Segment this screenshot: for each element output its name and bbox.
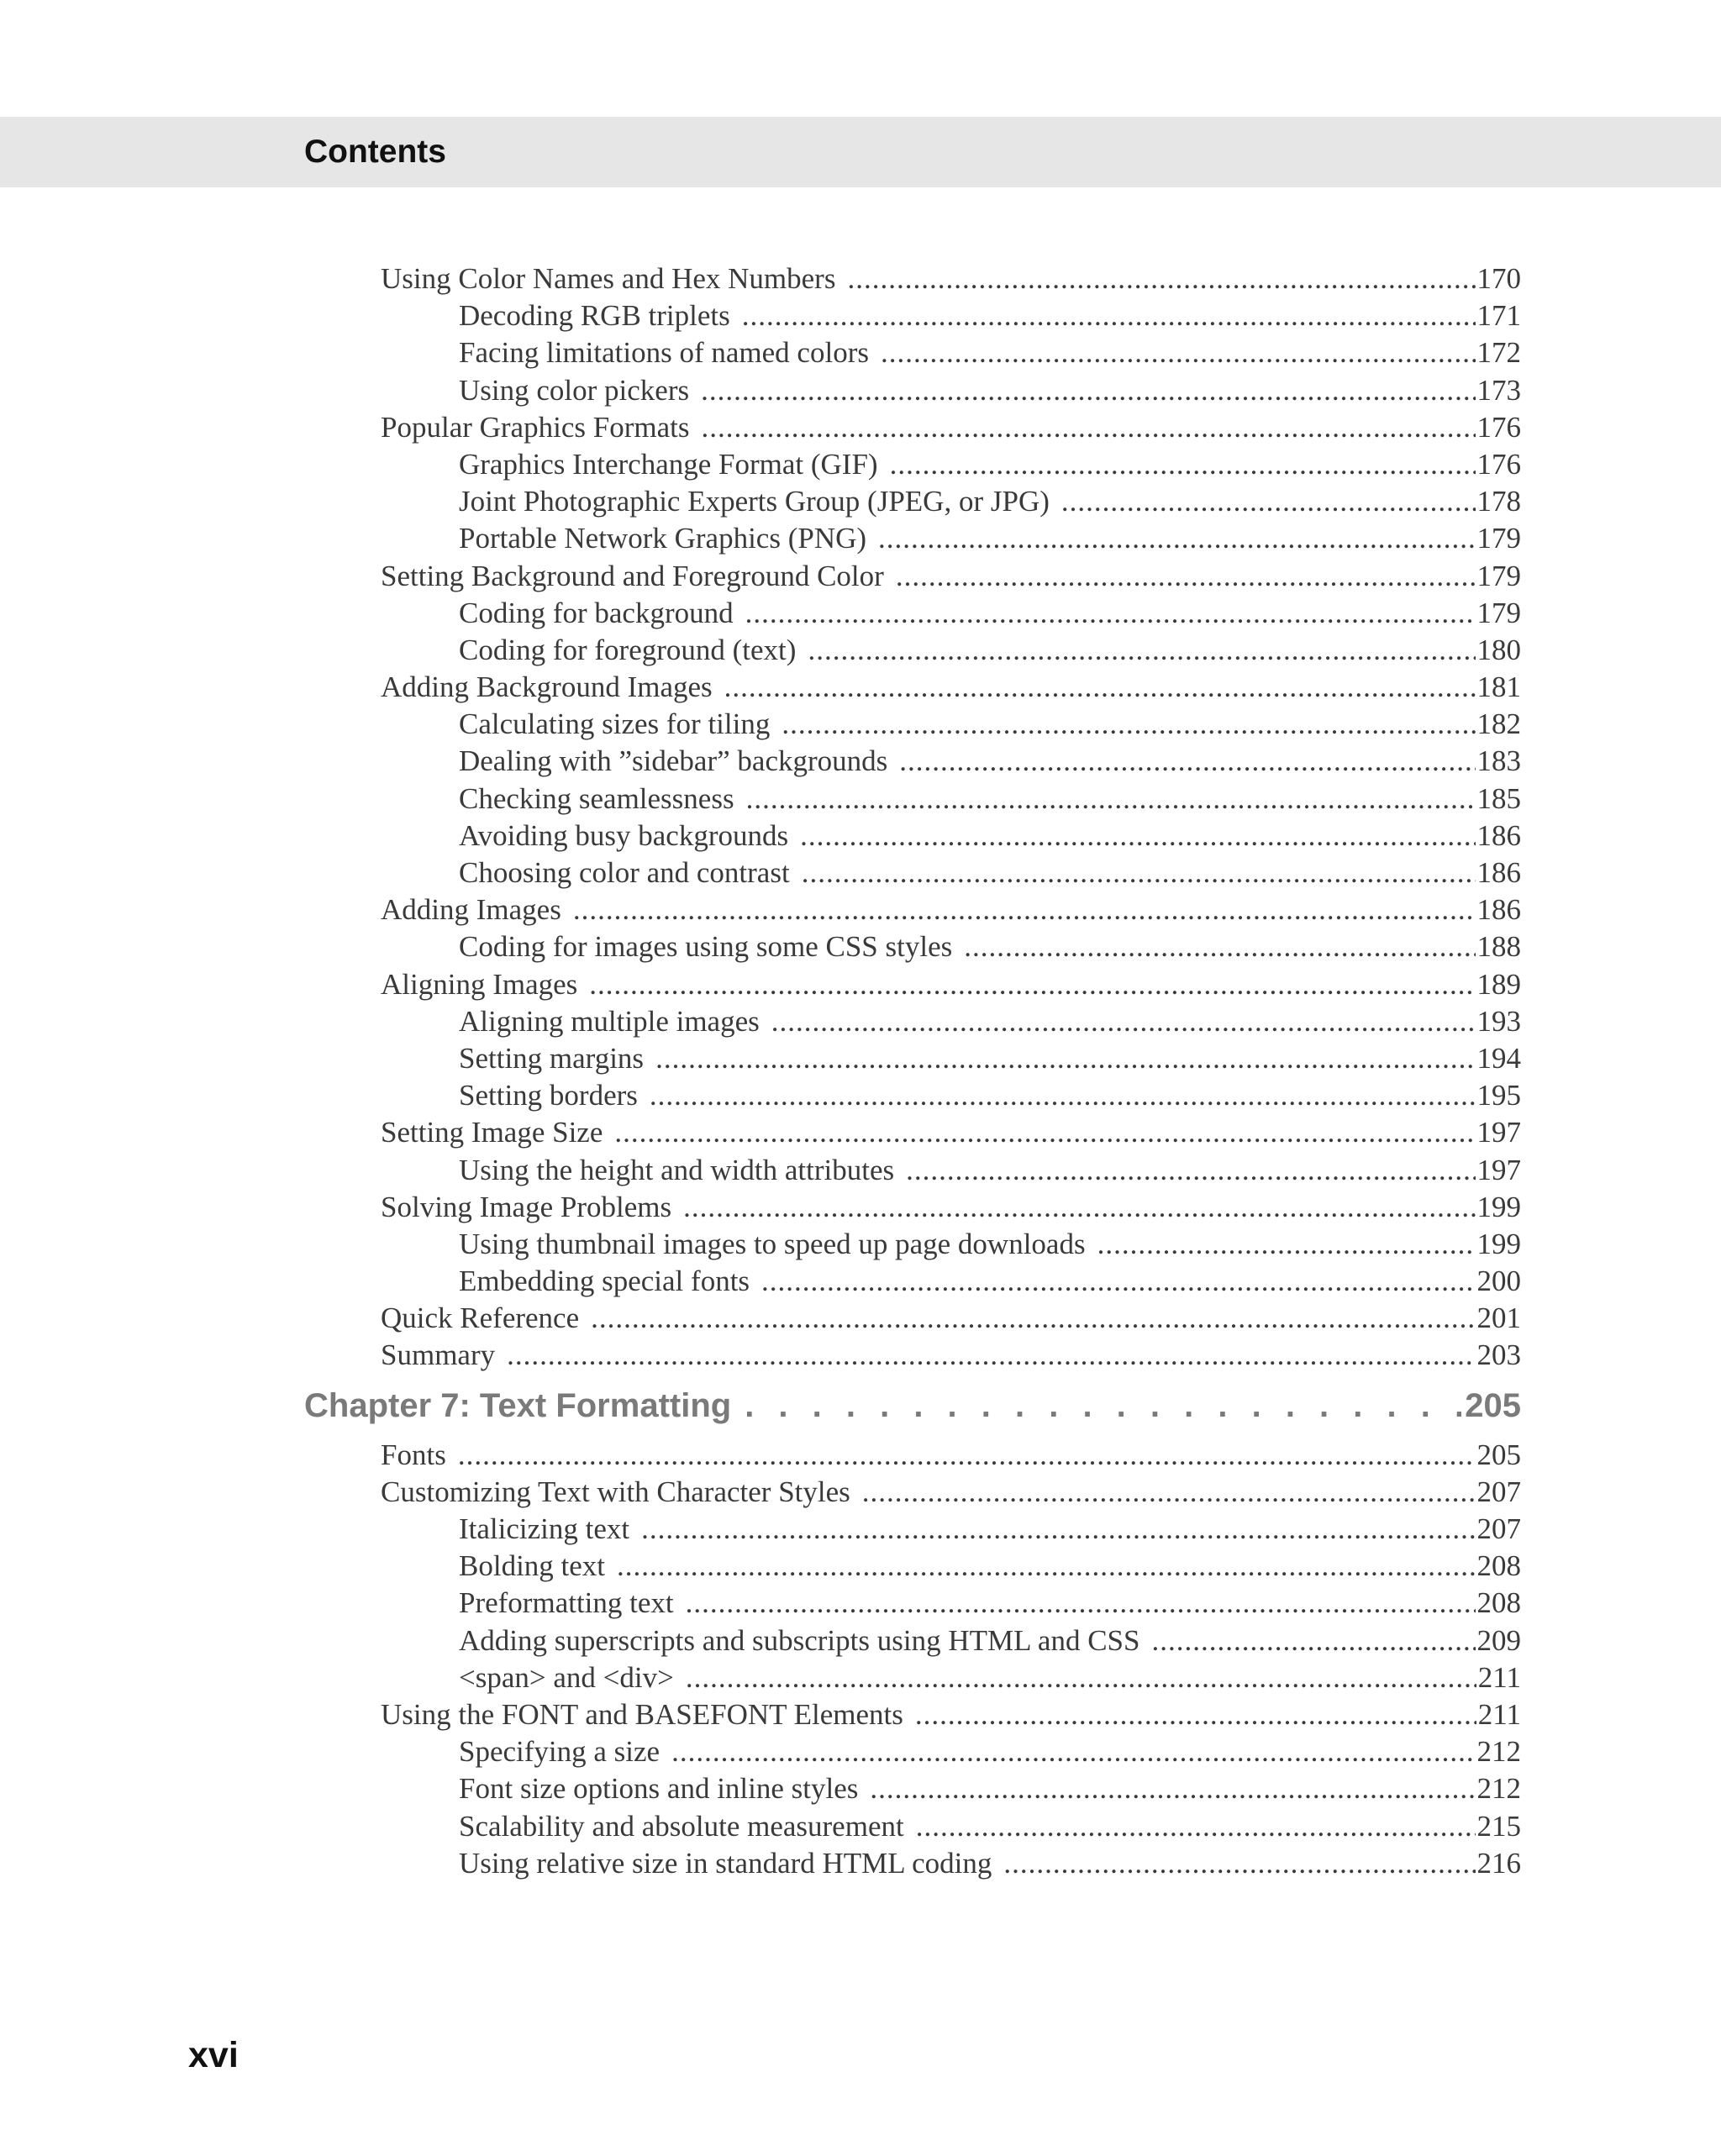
toc-entry-title: Graphics Interchange Format (GIF) [459,447,878,481]
toc-leader-dots [802,855,1476,891]
toc-entry-page-number: 185 [1476,781,1521,815]
toc-subentry [459,1845,1521,1882]
toc-leader-dots [899,743,1475,780]
toc-entry [381,891,1521,928]
table-of-contents [0,260,1721,1882]
toc-leader-dots [800,818,1475,855]
toc-subentry [459,1040,1521,1077]
toc-entry-page-number: 215 [1476,1809,1521,1843]
toc-subentry [459,743,1521,780]
toc-leader-dots [862,1474,1476,1511]
toc-entry-page-number: 195 [1476,1079,1521,1112]
toc-leader-dots [771,1003,1476,1040]
toc-leader-dots [683,1189,1475,1226]
toc-subentry [459,632,1521,669]
toc-leader-dots [701,372,1475,409]
toc-entry-title: Avoiding busy backgrounds [459,818,789,852]
toc-entry-page-number: 200 [1476,1265,1521,1298]
toc-entry-page-number: 173 [1476,373,1521,407]
toc-subentry [459,1659,1521,1696]
toc-entry-page-number: 207 [1476,1475,1521,1508]
running-header-title: Contents [304,134,446,170]
toc-entry [381,1300,1521,1337]
toc-entry-title: Preformatting text [459,1586,674,1620]
toc-entry-page-number: 197 [1476,1116,1521,1149]
toc-subentry [459,1152,1521,1189]
toc-leader-dots [686,1659,1476,1696]
toc-entry-page-number: 189 [1476,967,1521,1001]
toc-leader-dots [761,1263,1475,1300]
toc-subentry [459,818,1521,855]
toc-subentry [459,1808,1521,1845]
toc-leader-dots [507,1337,1475,1374]
toc-entry [381,1437,1521,1474]
toc-entry [381,260,1521,297]
toc-entry-title: Font size options and inline styles [459,1772,859,1806]
toc-entry-title: Coding for foreground (text) [459,633,797,666]
toc-entry-title: Adding Images [381,893,561,927]
toc-subentry [459,297,1521,334]
toc-entry-title: Adding superscripts and subscripts using HTML and CSS [459,1623,1140,1657]
toc-subentry [459,1511,1521,1548]
toc-entry-page-number: 212 [1476,1735,1521,1769]
toc-entry [381,1474,1521,1511]
toc-entry-page-number: 203 [1476,1338,1521,1372]
toc-entry-page-number: 205 [1476,1438,1521,1471]
toc-entry-page-number: 179 [1476,559,1521,592]
toc-leader-dots [614,1114,1475,1151]
toc-entry-page-number: 181 [1476,670,1521,704]
toc-entry [381,1337,1521,1374]
toc-entry-page-number: 179 [1476,522,1521,555]
toc-entry-title: Coding for background [459,596,734,629]
toc-entry [381,409,1521,446]
toc-leader-dots [617,1548,1475,1585]
chapter-heading [304,1375,1521,1437]
toc-entry-page-number: 211 [1477,1660,1521,1694]
toc-entry-title: Scalability and absolute measurement [459,1809,904,1843]
toc-entry [381,1696,1521,1733]
toc-subentry [459,595,1521,632]
toc-leader-dots [573,891,1476,928]
toc-entry-title: Using Color Names and Hex Numbers [381,262,836,295]
toc-entry-title: Choosing color and contrast [459,856,790,889]
toc-entry-title: Using the FONT and BASEFONT Elements [381,1697,903,1731]
toc-entry-page-number: 183 [1476,744,1521,778]
toc-leader-dots [701,409,1475,446]
chapter-page-number: 205 [1465,1386,1521,1424]
toc-subentry [459,372,1521,409]
toc-leader-dots [746,781,1476,818]
toc-leader-dots [916,1808,1476,1845]
toc-entry-page-number: 194 [1476,1041,1521,1075]
toc-leader-dots [808,632,1475,669]
toc-section-chapter-6 [0,260,1721,1375]
toc-entry-page-number: 186 [1476,856,1521,889]
toc-entry-page-number: 199 [1476,1190,1521,1223]
toc-leader-dots [782,706,1475,743]
toc-entry-page-number: 188 [1476,930,1521,964]
toc-subentry [459,1548,1521,1585]
toc-leader-dots [1097,1226,1476,1263]
toc-entry-title: Dealing with ”sidebar” backgrounds [459,744,888,778]
toc-leader-dots [1061,483,1476,520]
toc-leader-dots [881,334,1476,371]
toc-entry-title: Using relative size in standard HTML coding [459,1846,992,1880]
toc-entry [381,558,1521,595]
toc-leader-dots [671,1733,1475,1770]
toc-leader-dots [964,928,1475,965]
toc-subentry [459,483,1521,520]
toc-entry-page-number: 180 [1476,633,1521,666]
toc-subentry [459,781,1521,818]
toc-entry-page-number: 178 [1476,485,1521,518]
toc-entry-page-number: 208 [1476,1586,1521,1620]
toc-entry-title: Summary [381,1338,496,1372]
toc-leader-dots [458,1437,1476,1474]
toc-entry [381,669,1521,706]
toc-entry-page-number: 176 [1476,447,1521,481]
toc-leader-dots [896,558,1476,595]
toc-entry-page-number: 170 [1476,262,1521,295]
toc-entry-page-number: 211 [1477,1697,1521,1731]
toc-leader-dots [745,595,1476,632]
toc-subentry [459,1622,1521,1659]
toc-entry-title: Using the height and width attributes [459,1153,895,1186]
toc-leader-dots [686,1585,1476,1622]
toc-subentry [459,1585,1521,1622]
toc-subentry [459,334,1521,371]
toc-subentry [459,1077,1521,1114]
toc-entry-title: Embedding special fonts [459,1265,750,1298]
toc-subentry [459,1263,1521,1300]
toc-entry-page-number: 179 [1476,596,1521,629]
toc-entry-page-number: 176 [1476,410,1521,444]
toc-leader-dots [1003,1845,1475,1882]
toc-entry-page-number: 216 [1476,1846,1521,1880]
toc-entry-title: Bolding text [459,1549,606,1583]
toc-entry-title: Specifying a size [459,1735,661,1769]
toc-entry-page-number: 182 [1476,707,1521,741]
toc-entry-title: Setting Image Size [381,1116,603,1149]
toc-subentry [459,855,1521,891]
toc-subentry [459,520,1521,557]
toc-leader-dots [870,1770,1475,1807]
toc-entry-title: Aligning multiple images [459,1004,760,1038]
toc-entry-page-number: 172 [1476,336,1521,370]
toc-entry-title: Fonts [381,1438,446,1471]
chapter-title: Chapter 7: Text Formatting [304,1386,732,1424]
toc-leader-dots [724,669,1476,706]
toc-entry-title: Checking seamlessness [459,781,734,815]
toc-entry [381,966,1521,1003]
toc-leader-dots [906,1152,1475,1189]
toc-entry-title: Facing limitations of named colors [459,336,869,370]
page-folio: xvi [188,2035,239,2075]
toc-leader-dots [915,1696,1476,1733]
toc-entry-title: Setting Background and Foreground Color [381,559,884,592]
toc-entry-page-number: 209 [1476,1623,1521,1657]
toc-entry-title: Joint Photographic Experts Group (JPEG, or JPG) [459,485,1050,518]
toc-leader-dots [890,446,1476,483]
toc-entry-page-number: 186 [1476,818,1521,852]
toc-entry-title: Popular Graphics Formats [381,410,690,444]
toc-entry-title: Solving Image Problems [381,1190,672,1223]
toc-section-chapter-7 [0,1437,1721,1882]
toc-entry-title: <span> and <div> [459,1660,674,1694]
toc-leader-dots [1152,1622,1476,1659]
toc-subentry [459,928,1521,965]
toc-entry-title: Using thumbnail images to speed up page downloads [459,1227,1086,1260]
toc-entry-page-number: 201 [1476,1301,1521,1335]
toc-entry-title: Coding for images using some CSS styles [459,930,953,964]
toc-entry-page-number: 197 [1476,1153,1521,1186]
toc-leader-dots [655,1040,1475,1077]
toc-subentry [459,1003,1521,1040]
toc-entry-title: Italicizing text [459,1512,630,1545]
running-header-band [0,117,1721,187]
toc-entry-title: Adding Background Images [381,670,713,704]
toc-subentry [459,1226,1521,1263]
toc-subentry [459,1770,1521,1807]
toc-entry-page-number: 193 [1476,1004,1521,1038]
toc-entry-page-number: 212 [1476,1772,1521,1806]
toc-leader-dots [847,260,1475,297]
toc-entry-title: Quick Reference [381,1301,580,1335]
toc-entry-title: Setting borders [459,1079,638,1112]
toc-leader-dots [742,297,1476,334]
toc-entry-title: Customizing Text with Character Styles [381,1475,850,1508]
toc-entry-title: Portable Network Graphics (PNG) [459,522,867,555]
toc-entry-page-number: 199 [1476,1227,1521,1260]
toc-leader-dots [591,1300,1475,1337]
toc-entry-page-number: 186 [1476,893,1521,927]
toc-leader-dots [878,520,1475,557]
chapter-leader-dots [745,1375,1461,1437]
toc-subentry [459,1733,1521,1770]
toc-entry-title: Calculating sizes for tiling [459,707,771,741]
toc-entry [381,1189,1521,1226]
toc-entry-page-number: 208 [1476,1549,1521,1583]
toc-entry-title: Decoding RGB triplets [459,299,730,333]
toc-entry-title: Using color pickers [459,373,690,407]
toc-entry [381,1114,1521,1151]
toc-entry-title: Aligning Images [381,967,578,1001]
toc-entry-title: Setting margins [459,1041,645,1075]
toc-leader-dots [641,1511,1475,1548]
toc-leader-dots [589,966,1475,1003]
toc-entry-page-number: 171 [1476,299,1521,333]
toc-entry-page-number: 207 [1476,1512,1521,1545]
toc-leader-dots [650,1077,1476,1114]
toc-subentry [459,706,1521,743]
toc-subentry [459,446,1521,483]
